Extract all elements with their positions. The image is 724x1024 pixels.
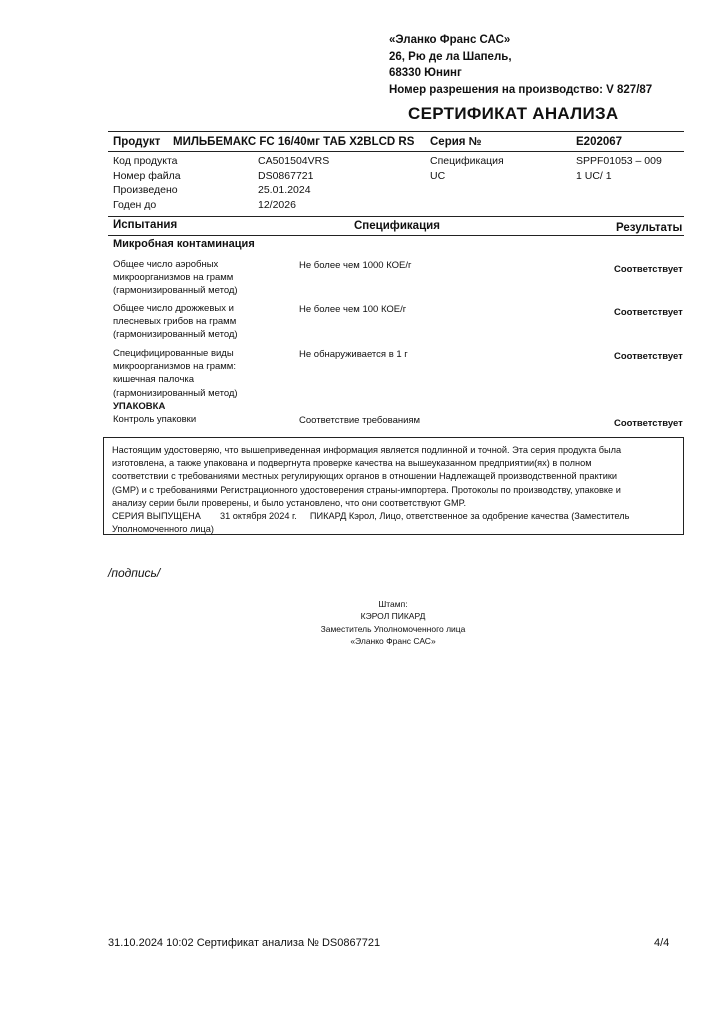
stamp-block: [290, 598, 496, 648]
test-line: Общее число аэробных: [113, 259, 219, 270]
release-line: [112, 510, 675, 523]
statement-line: изготовлена, а также упакована и подвергнута проверке качества на вышеуказанном предприятии(ях) в полном: [112, 458, 592, 469]
test-line: кишечная палочка: [113, 374, 195, 386]
company-city: 68330 Юнинг: [389, 67, 462, 79]
pack-test-name: Контроль упаковки: [113, 414, 197, 425]
test-line: Специфицированные виды: [113, 348, 234, 359]
produced-value: 25.01.2024: [258, 184, 311, 196]
test-result: Соответствует: [614, 351, 683, 362]
product-label: Продукт: [113, 136, 161, 148]
stamp-line: КЭРОЛ ПИКАРД: [360, 611, 426, 622]
stamp-line: «Эланко Франс САС»: [350, 636, 436, 647]
statement-line: соответствии с требованиями местных регулирующих органов в отношении Надлежащей производственной практики: [112, 471, 618, 482]
document-title: СЕРТИФИКАТ АНАЛИЗА: [408, 104, 619, 123]
release-person-cont: Уполномоченного лица): [112, 524, 214, 535]
product-value: МИЛЬБЕМАКС FC 16/40мг ТАБ X2BLCD RS: [173, 136, 415, 148]
test-line: Общее число дрожжевых и: [113, 303, 234, 314]
meta-values: [258, 154, 329, 212]
statement-line: (GMP) и с требованиями Регистрационного удостоверения страны-импортера. Протоколы по производству, упаковке и: [112, 484, 621, 495]
spec-values: [576, 154, 662, 183]
test-row-name: [113, 258, 238, 298]
product-code-value: CA501504VRS: [258, 155, 330, 167]
certification-statement: [103, 437, 684, 535]
results-header: Результаты: [616, 222, 683, 234]
stamp-line: Штамп:: [378, 599, 408, 609]
product-code-label: Код продукта: [113, 155, 178, 167]
release-date: 31 октября 2024 г.: [220, 511, 297, 522]
tests-header: Испытания: [113, 219, 178, 231]
file-number-label: Номер файла: [113, 169, 181, 182]
divider: [108, 131, 684, 132]
uc-value: 1 UC/ 1: [576, 169, 612, 182]
specification-value: SPPF01053 – 009: [576, 155, 662, 167]
section-packaging: УПАКОВКА: [113, 401, 166, 412]
footer-text: 31.10.2024 10:02 Сертификат анализа № DS0867721: [108, 937, 381, 949]
statement-line: анализу серии были проверены, и было установлено, что они соответствуют GMP.: [112, 497, 467, 508]
test-spec: Не более чем 1000 КОЕ/г: [299, 260, 412, 271]
produced-label: Произведено: [113, 184, 178, 196]
test-row-name: [113, 347, 238, 400]
test-line: (гармонизированный метод): [113, 387, 238, 399]
company-name: «Эланко Франс САС»: [389, 34, 511, 46]
file-number-value: DS0867721: [258, 169, 314, 182]
statement-line: Настоящим удостоверяю, что вышеприведенная информация является подлинной и точной. Эта серия продукта была: [112, 445, 622, 455]
meta-labels: [113, 154, 181, 212]
test-line: (гармонизированный метод): [113, 285, 238, 297]
spec-labels: [430, 154, 504, 183]
release-label: СЕРИЯ ВЫПУЩЕНА: [112, 511, 201, 522]
pack-test-result: Соответствует: [614, 418, 683, 429]
divider: [108, 235, 684, 236]
test-line: плесневых грибов на грамм: [113, 316, 237, 328]
test-line: (гармонизированный метод): [113, 329, 238, 341]
stamp-line: Заместитель Уполномоченного лица: [320, 623, 466, 634]
series-value: E202067: [576, 136, 623, 148]
company-street: 26, Рю де ла Шапель,: [389, 50, 512, 63]
spec-header: Спецификация: [354, 220, 440, 232]
test-line: микроорганизмов на грамм:: [113, 361, 236, 373]
test-result: Соответствует: [614, 307, 683, 318]
company-address: [389, 32, 652, 98]
uc-label: UC: [430, 169, 446, 182]
test-spec: Не обнаруживается в 1 г: [299, 349, 408, 360]
divider: [108, 216, 684, 217]
expiry-label: Годен до: [113, 198, 157, 211]
divider: [108, 151, 684, 152]
company-license: Номер разрешения на производство: V 827/87: [389, 83, 653, 96]
specification-label: Спецификация: [430, 155, 504, 167]
page-number: 4/4: [654, 937, 670, 949]
series-label: Серия №: [430, 136, 482, 148]
test-row-name: [113, 302, 238, 342]
test-spec: Не более чем 100 КОЕ/г: [299, 304, 407, 315]
section-microbial: Микробная контаминация: [113, 238, 255, 250]
test-result: Соответствует: [614, 264, 683, 275]
pack-test-spec: Соответствие требованиям: [299, 415, 421, 426]
expiry-value: 12/2026: [258, 198, 296, 211]
test-line: микроорганизмов на грамм: [113, 272, 234, 284]
release-person: ПИКАРД Кэрол, Лицо, ответственное за одобрение качества (Заместитель: [309, 511, 630, 522]
signature-placeholder: /подпись/: [108, 566, 161, 580]
